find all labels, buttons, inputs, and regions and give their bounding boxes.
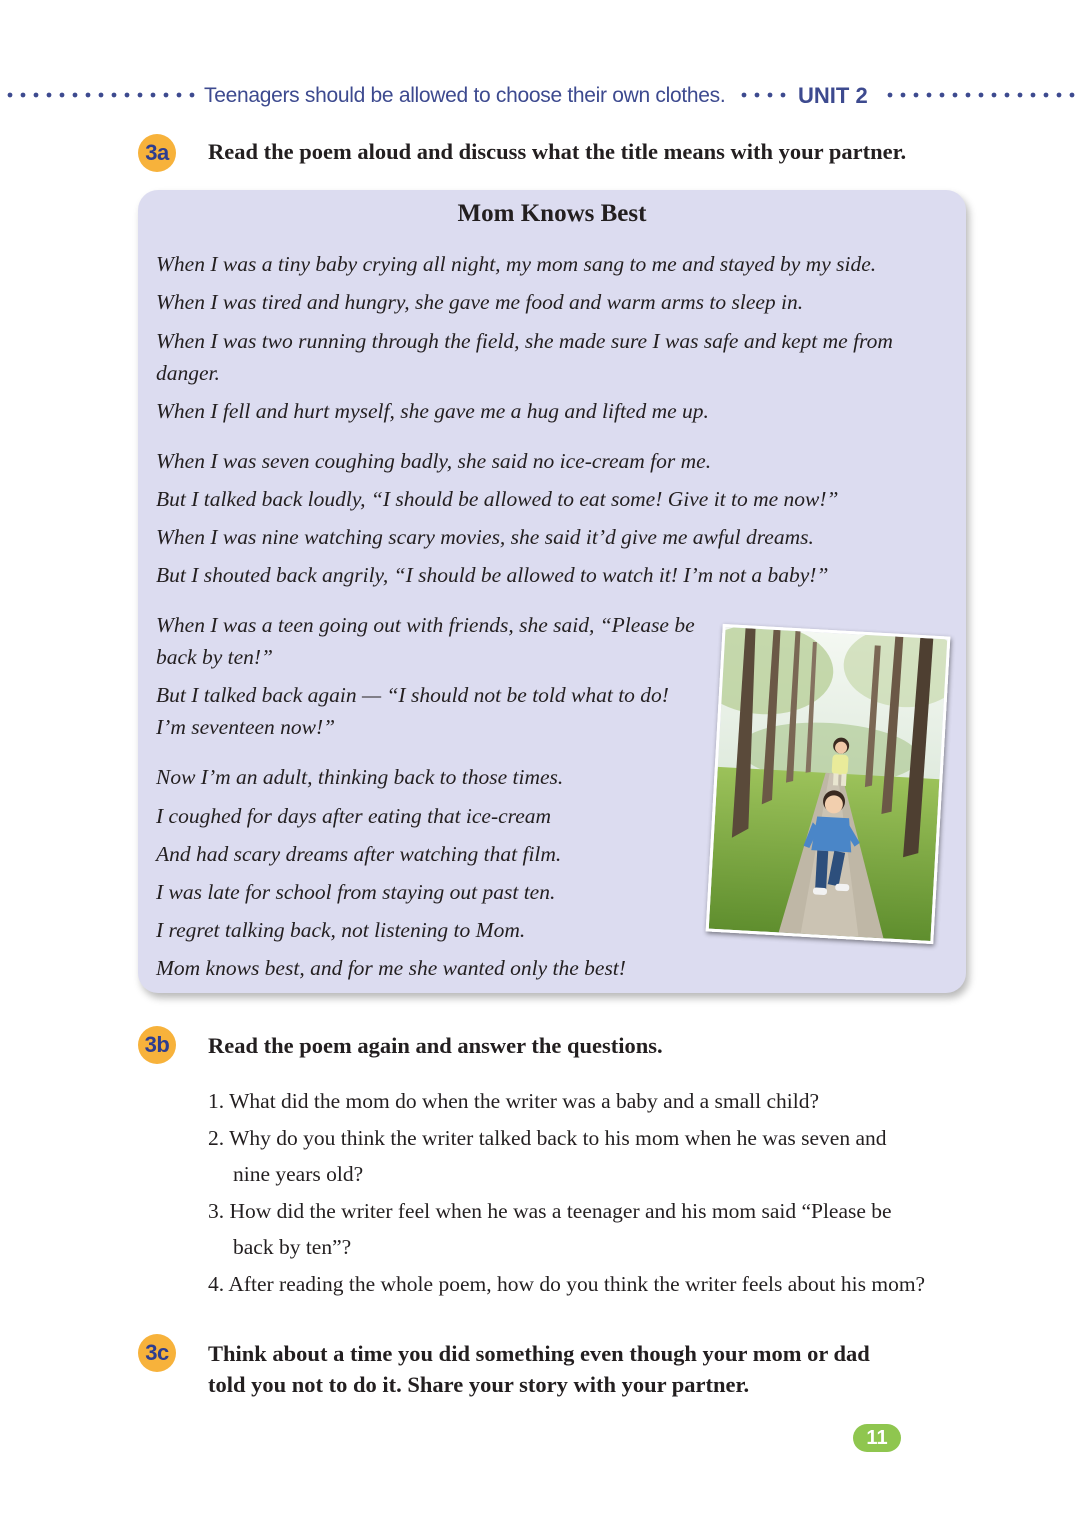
poem-line: When I was two running through the field, she made sure I was safe and kept me from — [156, 329, 893, 353]
question-1: 1. What did the mom do when the writer was a baby and a small child? — [208, 1089, 819, 1113]
park-scene-illustration — [709, 627, 948, 941]
question-3: 3. How did the writer feel when he was a teenager and his mom said “Please be — [208, 1199, 892, 1223]
poem-line: I regret talking back, not listening to Mom. — [156, 918, 526, 942]
instruction-3b: Read the poem again and answer the questions. — [208, 1033, 663, 1058]
dotted-rule-right — [886, 88, 1078, 102]
header-subtitle: Teenagers should be allowed to choose their own clothes. — [204, 84, 726, 107]
question-3-continued: back by ten”? — [233, 1235, 352, 1259]
section-badge-3c: 3c — [138, 1334, 176, 1372]
poem-line: Mom knows best, and for me she wanted only the best! — [156, 956, 626, 980]
section-badge-3a: 3a — [138, 134, 176, 172]
dotted-rule-left — [6, 88, 198, 102]
section-badge-3b: 3b — [138, 1026, 176, 1064]
instruction-3a: Read the poem aloud and discuss what the title means with your partner. — [208, 139, 907, 164]
poem-line: When I was a teen going out with friends, she said, “Please be — [156, 613, 695, 637]
page-number: 11 — [853, 1424, 901, 1452]
poem-line: When I was nine watching scary movies, she said it’d give me awful dreams. — [156, 525, 814, 549]
poem-line: I was late for school from staying out past ten. — [156, 880, 556, 904]
poem-line: I coughed for days after eating that ice-cream — [156, 804, 552, 828]
poem-line: When I was a tiny baby crying all night, my mom sang to me and stayed by my side. — [156, 252, 877, 276]
poem-line: But I talked back again — “I should not be told what to do! — [156, 683, 669, 707]
poem-line: But I talked back loudly, “I should be allowed to eat some! Give it to me now!” — [156, 487, 839, 511]
question-4: 4. After reading the whole poem, how do you think the writer feels about his mom? — [208, 1272, 926, 1296]
poem-line: I’m seventeen now!” — [156, 715, 336, 739]
poem-title: Mom Knows Best — [457, 200, 647, 227]
page-header — [0, 80, 1080, 116]
poem-line: When I was tired and hungry, she gave me food and warm arms to sleep in. — [156, 290, 804, 314]
instruction-3c-line-2: told you not to do it. Share your story with your partner. — [208, 1372, 750, 1397]
poem-line: Now I’m an adult, thinking back to those times. — [156, 765, 564, 789]
question-2-continued: nine years old? — [233, 1162, 364, 1186]
poem-line: And had scary dreams after watching that film. — [156, 842, 562, 866]
photo-children-running — [706, 624, 951, 944]
poem-line: When I fell and hurt myself, she gave me a hug and lifted me up. — [156, 399, 709, 423]
poem-line: back by ten!” — [156, 645, 274, 669]
question-2: 2. Why do you think the writer talked back to his mom when he was seven and — [208, 1126, 887, 1150]
poem-line: When I was seven coughing badly, she said no ice-cream for me. — [156, 449, 712, 473]
unit-label: UNIT 2 — [798, 83, 868, 108]
poem-line: danger. — [156, 361, 220, 385]
poem-line: But I shouted back angrily, “I should be allowed to watch it! I’m not a baby!” — [156, 563, 829, 587]
instruction-3c-line-1: Think about a time you did something even though your mom or dad — [208, 1341, 870, 1366]
dotted-rule-middle — [740, 88, 788, 102]
